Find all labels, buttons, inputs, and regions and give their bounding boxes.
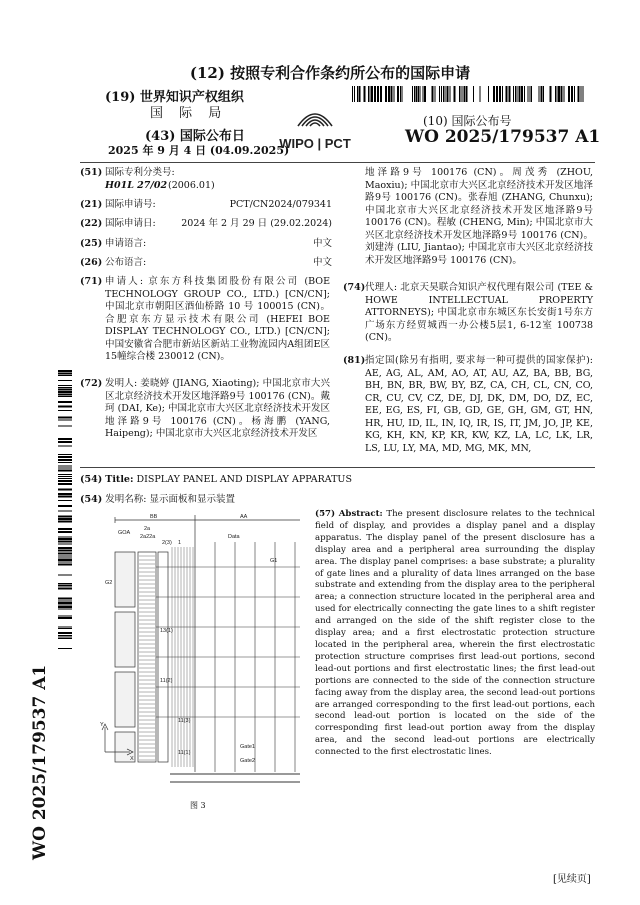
field-22-value: 2024 年 2 月 29 日 (29.02.2024)	[181, 218, 332, 229]
fig-label-23: 2(3)	[162, 540, 172, 546]
organization-name: (19) 世界知识产权组织	[105, 90, 244, 105]
field-26-label: 公布语言:	[105, 257, 147, 268]
fig-label-y: Y	[100, 722, 104, 728]
fig-label-gate2: Gate2	[240, 758, 255, 764]
fig-label-2a22a: 2a22a	[140, 534, 156, 540]
field-51-value: (2006.01)	[168, 180, 215, 191]
publication-number: WO 2025/179537 A1	[405, 127, 601, 147]
title-english	[80, 474, 352, 485]
title-chinese	[80, 491, 235, 505]
abstract	[315, 509, 595, 759]
fig-label-11-3: 11(3)	[178, 718, 191, 724]
fig-label-11-2: 11(2)	[160, 678, 173, 684]
fig-label-13-1: 13(1)	[160, 628, 173, 634]
fig-label-gate1: Gate1	[240, 744, 255, 750]
field-74-code: (74)	[343, 282, 366, 293]
field-22-code: (22)	[80, 218, 103, 229]
field-25-code: (25)	[80, 238, 103, 249]
title-en-code: (54)	[80, 474, 103, 485]
fig-label-11-1: 11(1)	[178, 750, 191, 756]
header-divider	[80, 162, 595, 163]
document-title: (12) 按照专利合作条约所公布的国际申请	[189, 64, 471, 82]
fig-label-x: X	[130, 756, 134, 762]
wipo-logo	[260, 96, 370, 156]
field-26-code: (26)	[80, 257, 103, 268]
title-en-value: DISPLAY PANEL AND DISPLAY APPARATUS	[136, 474, 352, 485]
publication-date-label: (43) 国际公布日	[145, 129, 245, 144]
title-zh-code: (54)	[80, 494, 103, 505]
publication-date: 2025 年 9 月 4 日 (04.09.2025)	[108, 144, 290, 157]
field-25-label: 申请语言:	[105, 238, 147, 249]
side-publication-number: WO 2025/179537 A1	[30, 664, 50, 860]
title-en-label: Title:	[105, 474, 134, 485]
abstract-text: The present disclosure relates to the technical field of display, and provides a display panel and a display apparatus. The display panel of the present disclosure has a display area and a peripheral area surrounding the display area. The display panel comprises: a base substrate; a plurality of gate lines and a plurality of data lines arranged on the base substrate and extending from the display area to the peripheral area; a connection structure located in the peripheral area and used for electrically connecting the gate lines to a shift register and arranged on the side of the shift register close to the display area; and a first electrostatic protection structure located in the peripheral area, wherein the first electrostatic protection structure comprises first lead-out portions, second lead-out portions and first electrostatic lines; the first lead-out portions are connected to the side of the connection structure facing away from the display area, the second lead-out portions are arranged corresponding to the first lead-out portions, each second lead-out portion is located on the side of the corresponding first lead-out portion away from the display area, and the second lead-out portions are electrically connected to the first electrostatic lines.	[315, 509, 596, 758]
field-21-value: PCT/CN2024/079341	[229, 199, 332, 210]
field-51-label: 国际专利分类号:	[105, 167, 175, 178]
fig-label-g1: G1	[270, 558, 278, 564]
title-zh-label: 发明名称:	[105, 494, 147, 505]
fig-label-goa: GOA	[118, 530, 131, 536]
abstract-label: Abstract:	[338, 509, 383, 519]
title-zh-value: 显示面板和显示装置	[149, 494, 235, 505]
fig-label-1: 1	[178, 540, 182, 546]
field-21-code: (21)	[80, 199, 103, 210]
fig-label-aa: AA	[240, 514, 248, 520]
fig-label-2a: 2a	[144, 526, 151, 532]
wipo-logo-text: WIPO | PCT	[279, 136, 351, 151]
top-barcode	[352, 86, 584, 102]
fig-label-data: Data	[228, 534, 240, 540]
field-81-code: (81)	[343, 355, 366, 366]
field-25-value: 中文	[312, 238, 332, 249]
figure-caption: 图 3	[190, 801, 206, 810]
biblio-divider	[80, 467, 595, 468]
continued-notice: [见续页]	[553, 874, 591, 885]
inventors-continued: 地泽路9号 100176 (CN)。周茂秀 (ZHOU, Maoxiu); 中国北京市大兴区北京经济技术开发区地泽路9号 100176 (CN)。张春旭 (ZHANG, Chunxu); 中国北京市大兴区北京经济技术开发区地泽路9号 100176 (CN)。程敏 (CHENG, Min); 中国北京市大兴区北京经济技术开发区地泽路9号 100176 (CN)。刘建涛 (LIU, Jiantao); 中国北京市大兴区北京经济技术开发区地泽路9号 100176 (CN)。	[365, 167, 593, 266]
field-51-code: (51)	[80, 167, 103, 178]
international-bureau: 国 际 局	[150, 106, 228, 121]
field-21-label: 国际申请号:	[105, 199, 156, 210]
field-71-code: (71)	[80, 276, 103, 287]
field-22-label: 国际申请日:	[105, 218, 156, 229]
field-51-value-main: H01L 27/02	[105, 180, 168, 191]
fig-label-bb: BB	[150, 514, 158, 520]
fig-label-g2: G2	[105, 580, 113, 586]
side-barcode	[58, 370, 72, 650]
field-74-agent: 代理人: 北京天昊联合知识产权代理有限公司 (TEE & HOWE INTELLECTUAL PROPERTY ATTORNEYS); 中国北京市东城区东长安街1号东方广场东方经贸城西一办公楼5层1, 6-12室 100738 (CN)。	[365, 282, 593, 343]
field-81-designated-states: 指定国(除另有指明, 要求每一种可提供的国家保护): AE, AG, AL, AM, AO, AT, AU, AZ, BA, BB, BG, BH, BN, BR, BW, BY, BZ, CA, CH, CL, CN, CO, CR, CU, CV, CZ, DE, DJ, DK, DM, DO, DZ, EC, EE, EG, ES, FI, GB, GD, GE, GH, GM, GT, HN, HR, HU, ID, IL, IN, IQ, IR, IS, IT, JM, JO, JP, KE, KG, KH, KN, KP, KR, KW, KZ, LA, LC, LK, LR, LS, LU, LY, MA, MD, MG, MK, MN,	[365, 355, 593, 454]
field-26-value: 中文	[312, 257, 332, 268]
field-72-code: (72)	[80, 378, 103, 389]
publication-number-label: (10) 国际公布号	[423, 114, 512, 128]
abstract-code: (57)	[315, 509, 336, 519]
patent-figure	[100, 512, 305, 812]
field-71-applicants: 申请人: 京东方科技集团股份有限公司 (BOE TECHNOLOGY GROUP CO., LTD.) [CN/CN]; 中国北京市朝阳区酒仙桥路 10 号 100015 (CN)。合肥京东方显示技术有限公司 (HEFEI BOE DISPLAY TECHNOLOGY CO., LTD.) [CN/CN]; 中国安徽省合肥市新站区新站工业物流园内A组团E区15幢综合楼 230012 (CN)。	[105, 276, 330, 362]
field-72-inventors: 发明人: 姜晓婷 (JIANG, Xiaoting); 中国北京市大兴区北京经济技术开发区地泽路9号 100176 (CN)。戴珂 (DAI, Ke); 中国北京市大兴区北京经济技术开发区地泽路9号 100176 (CN)。杨海鹏 (YANG, Haipeng); 中国北京市大兴区北京经济技术开发区	[105, 378, 330, 439]
